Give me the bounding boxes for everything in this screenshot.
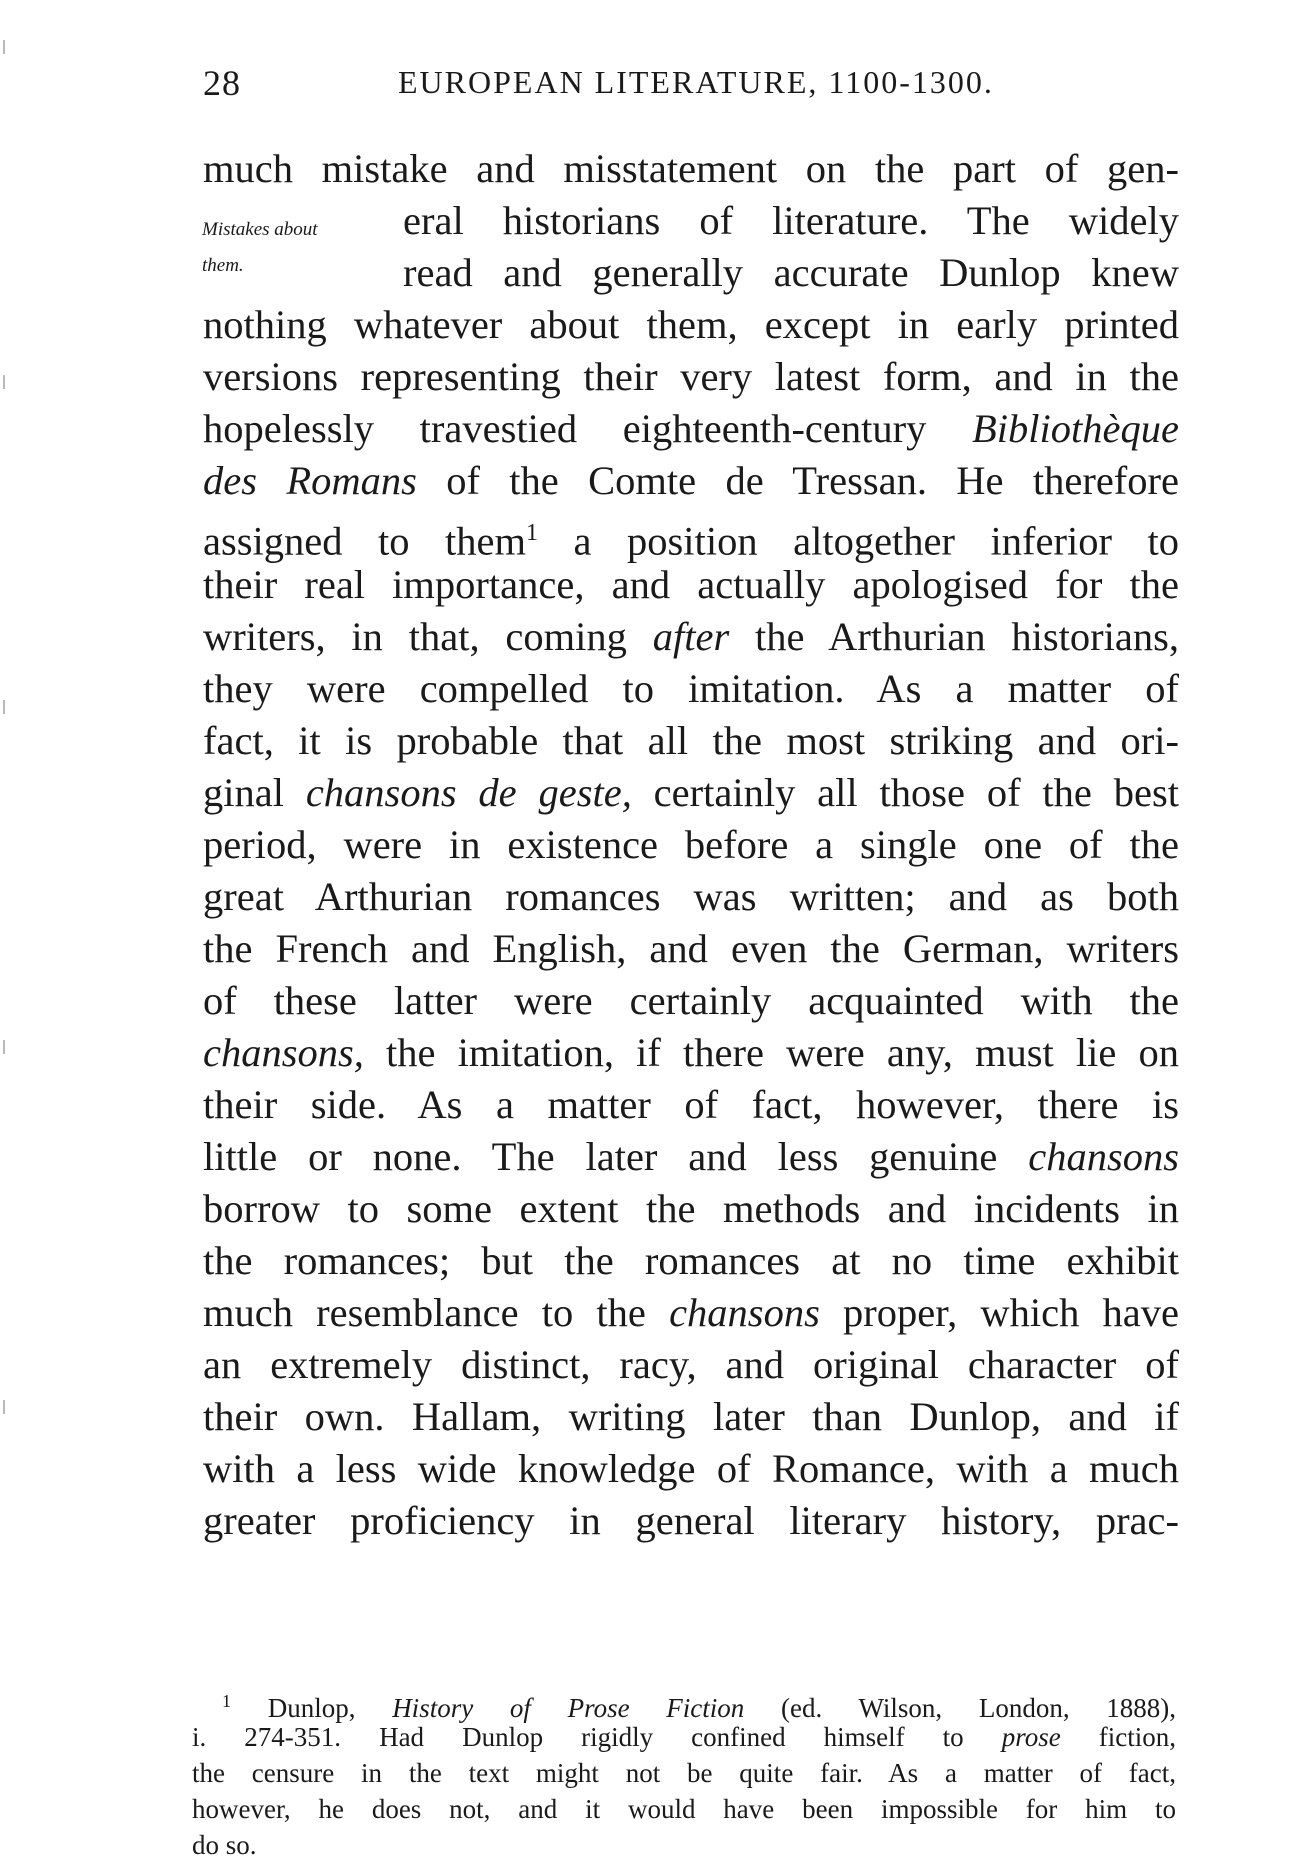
- text-line: [203, 767, 1179, 819]
- italic-term: chansons: [1028, 1134, 1180, 1179]
- text-line: great Arthurian romances was written; and as both: [203, 874, 1179, 919]
- footnote-marker: 1: [222, 1691, 231, 1711]
- text-line: their own. Hallam, writing later than Dunlop, and if: [203, 1394, 1179, 1439]
- text-line: they were compelled to imitation. As a matter of: [203, 666, 1179, 711]
- text-span: of the Comte de Tressan. He therefore: [446, 458, 1180, 503]
- text-span: hopelessly travestied eighteenth-century: [203, 406, 927, 451]
- scan-edge-mark: [3, 1400, 5, 1414]
- footnote-line: however, he does not, and it would have been impossible for him to: [192, 1794, 1176, 1824]
- text-line: their side. As a matter of fact, however, there is: [203, 1082, 1179, 1127]
- text-line: [203, 403, 1179, 455]
- italic-title: des Romans: [203, 458, 417, 503]
- margin-note-line: Mistakes about: [202, 219, 318, 240]
- text-line: the romances; but the romances at no time exhibit: [203, 1238, 1179, 1283]
- text-line: with a less wide knowledge of Romance, with a much: [203, 1446, 1179, 1491]
- text-span: certainly all those of the best: [653, 770, 1179, 815]
- text-line: fact, it is probable that all the most striking and ori-: [203, 718, 1179, 763]
- italic-title: Bibliothèque: [972, 406, 1179, 451]
- text-line: borrow to some extent the methods and incidents in: [203, 1186, 1179, 1231]
- text-line: versions representing their very latest form, and in the: [203, 354, 1179, 399]
- text-span: Dunlop,: [267, 1693, 356, 1723]
- body-text: [203, 143, 1179, 1547]
- scan-edge-mark: [3, 700, 5, 714]
- scan-edge-mark: [3, 1040, 5, 1054]
- text-span: much resemblance to the: [203, 1290, 646, 1335]
- text-line: [203, 455, 1179, 507]
- footnote-line: [192, 1719, 1176, 1755]
- text-line: of these latter were certainly acquainted with the: [203, 978, 1179, 1023]
- running-head: [203, 62, 1203, 112]
- italic-title: History of Prose Fiction: [392, 1693, 745, 1723]
- running-title: EUROPEAN LITERATURE, 1100-1300.: [398, 64, 994, 100]
- scan-edge-mark: [3, 375, 5, 389]
- italic-term: chansons de geste,: [305, 770, 632, 815]
- margin-note-line: them.: [202, 255, 244, 276]
- italic-word: after: [652, 614, 730, 659]
- text-span: the Arthurian historians,: [755, 614, 1180, 659]
- italic-term: chansons: [669, 1290, 820, 1335]
- footnote-line: the censure in the text might not be quite fair. As a matter of fact,: [192, 1758, 1176, 1788]
- text-line: their real importance, and actually apologised for the: [203, 562, 1179, 607]
- footnote-line: do so.: [192, 1830, 257, 1860]
- text-span: ginal: [203, 770, 284, 815]
- text-span: i. 274-351. Had Dunlop rigidly confined himself to: [192, 1722, 964, 1752]
- italic-term: chansons,: [203, 1030, 364, 1075]
- text-line: [203, 1131, 1179, 1183]
- text-span: assigned to them: [203, 518, 527, 564]
- text-span: writers, in that, coming: [203, 614, 627, 659]
- text-line: [203, 1287, 1179, 1339]
- text-line: [203, 507, 1180, 564]
- text-line: an extremely distinct, racy, and original character of: [203, 1342, 1179, 1387]
- text-span: little or none. The later and less genuine: [203, 1134, 998, 1179]
- text-line: the French and English, and even the German, writers: [203, 926, 1179, 971]
- italic-word: prose: [1001, 1722, 1061, 1752]
- text-line: period, were in existence before a single one of the: [203, 822, 1179, 867]
- footnote: [192, 1683, 1176, 1863]
- text-span: proper, which have: [843, 1290, 1180, 1335]
- text-line: read and generally accurate Dunlop knew: [403, 250, 1179, 295]
- scan-edge-mark: [3, 40, 5, 54]
- footnote-reference: 1: [526, 520, 539, 546]
- text-line: [203, 611, 1179, 663]
- text-span: the imitation, if there were any, must lie on: [386, 1030, 1179, 1075]
- page-number: 28: [203, 63, 241, 103]
- text-line: greater proficiency in general literary history, prac-: [203, 1498, 1179, 1543]
- footnote-line: [192, 1683, 1177, 1723]
- text-span: a position altogether inferior to: [573, 518, 1180, 564]
- text-span: fiction,: [1098, 1722, 1177, 1752]
- text-line: eral historians of literature. The widely: [403, 198, 1179, 243]
- text-line: [203, 1027, 1179, 1079]
- text-line: much mistake and misstatement on the part of gen-: [203, 146, 1179, 191]
- text-line: nothing whatever about them, except in early printed: [203, 302, 1179, 347]
- text-span: (ed. Wilson, London, 1888),: [781, 1693, 1177, 1723]
